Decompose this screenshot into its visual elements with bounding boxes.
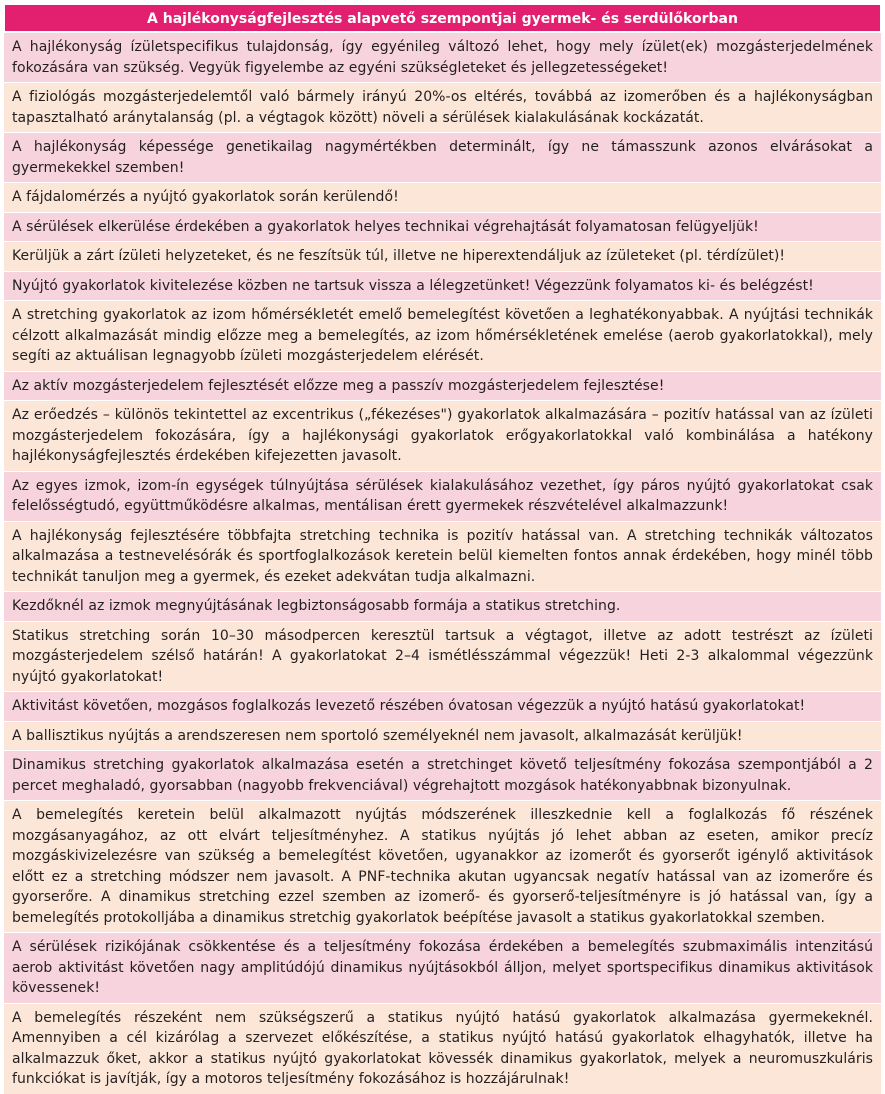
table-row: A ballisztikus nyújtás a arendszeresen nem sportoló személyeknél nem javasolt, alkalmazását kerüljük! <box>4 721 881 751</box>
table-row: Nyújtó gyakorlatok kivitelezése közben ne tartsuk vissza a lélegzetünket! Végezzünk folyamatos ki- és belégzést! <box>4 271 881 301</box>
table-row: Dinamikus stretching gyakorlatok alkalmazása esetén a stretchinget követő teljesítmény fokozása szempontjából a 2 percet meghaladó, gyorsabban (nagyobb frekvenciával) végrehajtott mozgások hatékonyabbnak bizonyulnak. <box>4 750 881 800</box>
guidelines-table <box>4 0 881 1094</box>
table-row: A stretching gyakorlatok az izom hőmérsékletét emelő bemelegítést követően a leghatékonyabbak. A nyújtási technikák célzott alkalmazását mindig előzze meg a bemelegítés, az izom hőmérsékletének emelése (aerob gyakorlatokkal), mely segíti az aktuálisan legnagyobb ízületi mozgásterjedelem elérését. <box>4 300 881 371</box>
table-row: Az aktív mozgásterjedelem fejlesztését előzze meg a passzív mozgásterjedelem fejlesztése! <box>4 371 881 401</box>
table-row: Az erőedzés – különös tekintettel az excentrikus („fékezéses") gyakorlatok alkalmazására – pozitív hatással van az ízületi mozgásterjedelem fokozására, így a hajlékonysági gyakorlatok erőgyakorlatokkal való kombinálása a hatékony hajlékonyságfejlesztés érdekében kifejezetten javasolt. <box>4 400 881 471</box>
table-row: A sérülések rizikójának csökkentése és a teljesítmény fokozása érdekében a bemelegítés szubmaximális intenzitású aerob aktivitást követően nagy amplitúdójú dinamikus nyújtásokból álljon, melyet sportspecifikus dinamikus aktivitások kövessenek! <box>4 932 881 1003</box>
table-row: A hajlékonyság fejlesztésére többfajta stretching technika is pozitív hatással van. A stretching technikák változatos alkalmazása a testnevelésórák és sportfoglalkozások keretein belül kiemelten fontos annak érdekében, hogy minél több technikát tanuljon meg a gyermek, és ezeket adekvátan tudja alkalmazni. <box>4 521 881 592</box>
table-row: A hajlékonyság ízületspecifikus tulajdonság, így egyénileg változó lehet, hogy mely ízület(ek) mozgásterjedelmének fokozására van szükség. Vegyük figyelembe az egyéni szükségleteket és jellegzetességeket! <box>4 32 881 82</box>
table-row: A fiziológás mozgásterjedelemtől való bármely irányú 20%-os eltérés, továbbá az izomerőben és a hajlékonyságban tapasztalható aránytalanság (pl. a végtagok között) növeli a sérülések kialakulásának kockázatát. <box>4 82 881 132</box>
table-row: A sérülések elkerülése érdekében a gyakorlatok helyes technikai végrehajtását folyamatosan felügyeljük! <box>4 212 881 242</box>
table-row: A fájdalomérzés a nyújtó gyakorlatok során kerülendő! <box>4 182 881 212</box>
table-body <box>4 32 881 1094</box>
table-row: Kezdőknél az izmok megnyújtásának legbiztonságosabb formája a statikus stretching. <box>4 591 881 621</box>
table-row: A hajlékonyság képessége genetikailag nagymértékben determinált, így ne támasszunk azonos elvárásokat a gyermekekkel szemben! <box>4 132 881 182</box>
table-row: A bemelegítés részeként nem szükségszerű a statikus nyújtó hatású gyakorlatok alkalmazása gyermekeknél. Amennyiben a cél kizárólag a szervezet előkészítése, a statikus nyújtó hatású gyakorlatok elhagyhatók, illetve ha alkalmazzuk őket, akkor a statikus nyújtó gyakorlatokat kövessék dinamikus gyakorlatok, melyek a neuromuszkuláris funkciókat is javítják, így a motoros teljesítmény fokozásához is hozzájárulnak! <box>4 1003 881 1094</box>
table-title: A hajlékonyságfejlesztés alapvető szempontjai gyermek- és serdülőkorban <box>4 4 881 32</box>
table-row: Aktivitást követően, mozgásos foglalkozás levezető részében óvatosan végezzük a nyújtó hatású gyakorlatokat! <box>4 691 881 721</box>
table-row: Kerüljük a zárt ízületi helyzeteket, és ne feszítsük túl, illetve ne hiperextendáljuk az ízületeket (pl. térdízület)! <box>4 241 881 271</box>
table-row: Statikus stretching során 10–30 másodpercen keresztül tartsuk a végtagot, illetve az adott testrészt az ízületi mozgásterjedelem szélső határán! A gyakorlatokat 2–4 ismétlésszámmal végezzük! Heti 2-3 alkalommal végezzünk nyújtó gyakorlatokat! <box>4 621 881 692</box>
table-row: A bemelegítés keretein belül alkalmazott nyújtás módszerének illeszkednie kell a foglalkozás fő részének mozgásanyagához, az ott elvárt teljesítményhez. A statikus nyújtás jó lehet abban az eseten, amikor precíz mozgáskivizelezésre van szükség a bemelegítést követően, ugyanakkor az izomerőt és gyorserőt igénylő aktivitások előtt ez a stretching módszer nem javasolt. A PNF-technika akutan ugyancsak negatív hatással van az izomerőre és gyorserőre. A dinamikus stretching ezzel szemben az izomerő- és gyorserő-teljesítményre is jó hatással van, így a bemelegítés protokolljába a dinamikus stretchig gyakorlatok beépítése javasolt a statikus gyakorlatokkal szemben. <box>4 800 881 932</box>
table-row: Az egyes izmok, izom-ín egységek túlnyújtása sérülések kialakulásához vezethet, így páros nyújtó gyakorlatokat csak felelősségtudó, együttműködésre alkalmas, mentálisan érett gyermekek részvételével alkalmazzunk! <box>4 471 881 521</box>
